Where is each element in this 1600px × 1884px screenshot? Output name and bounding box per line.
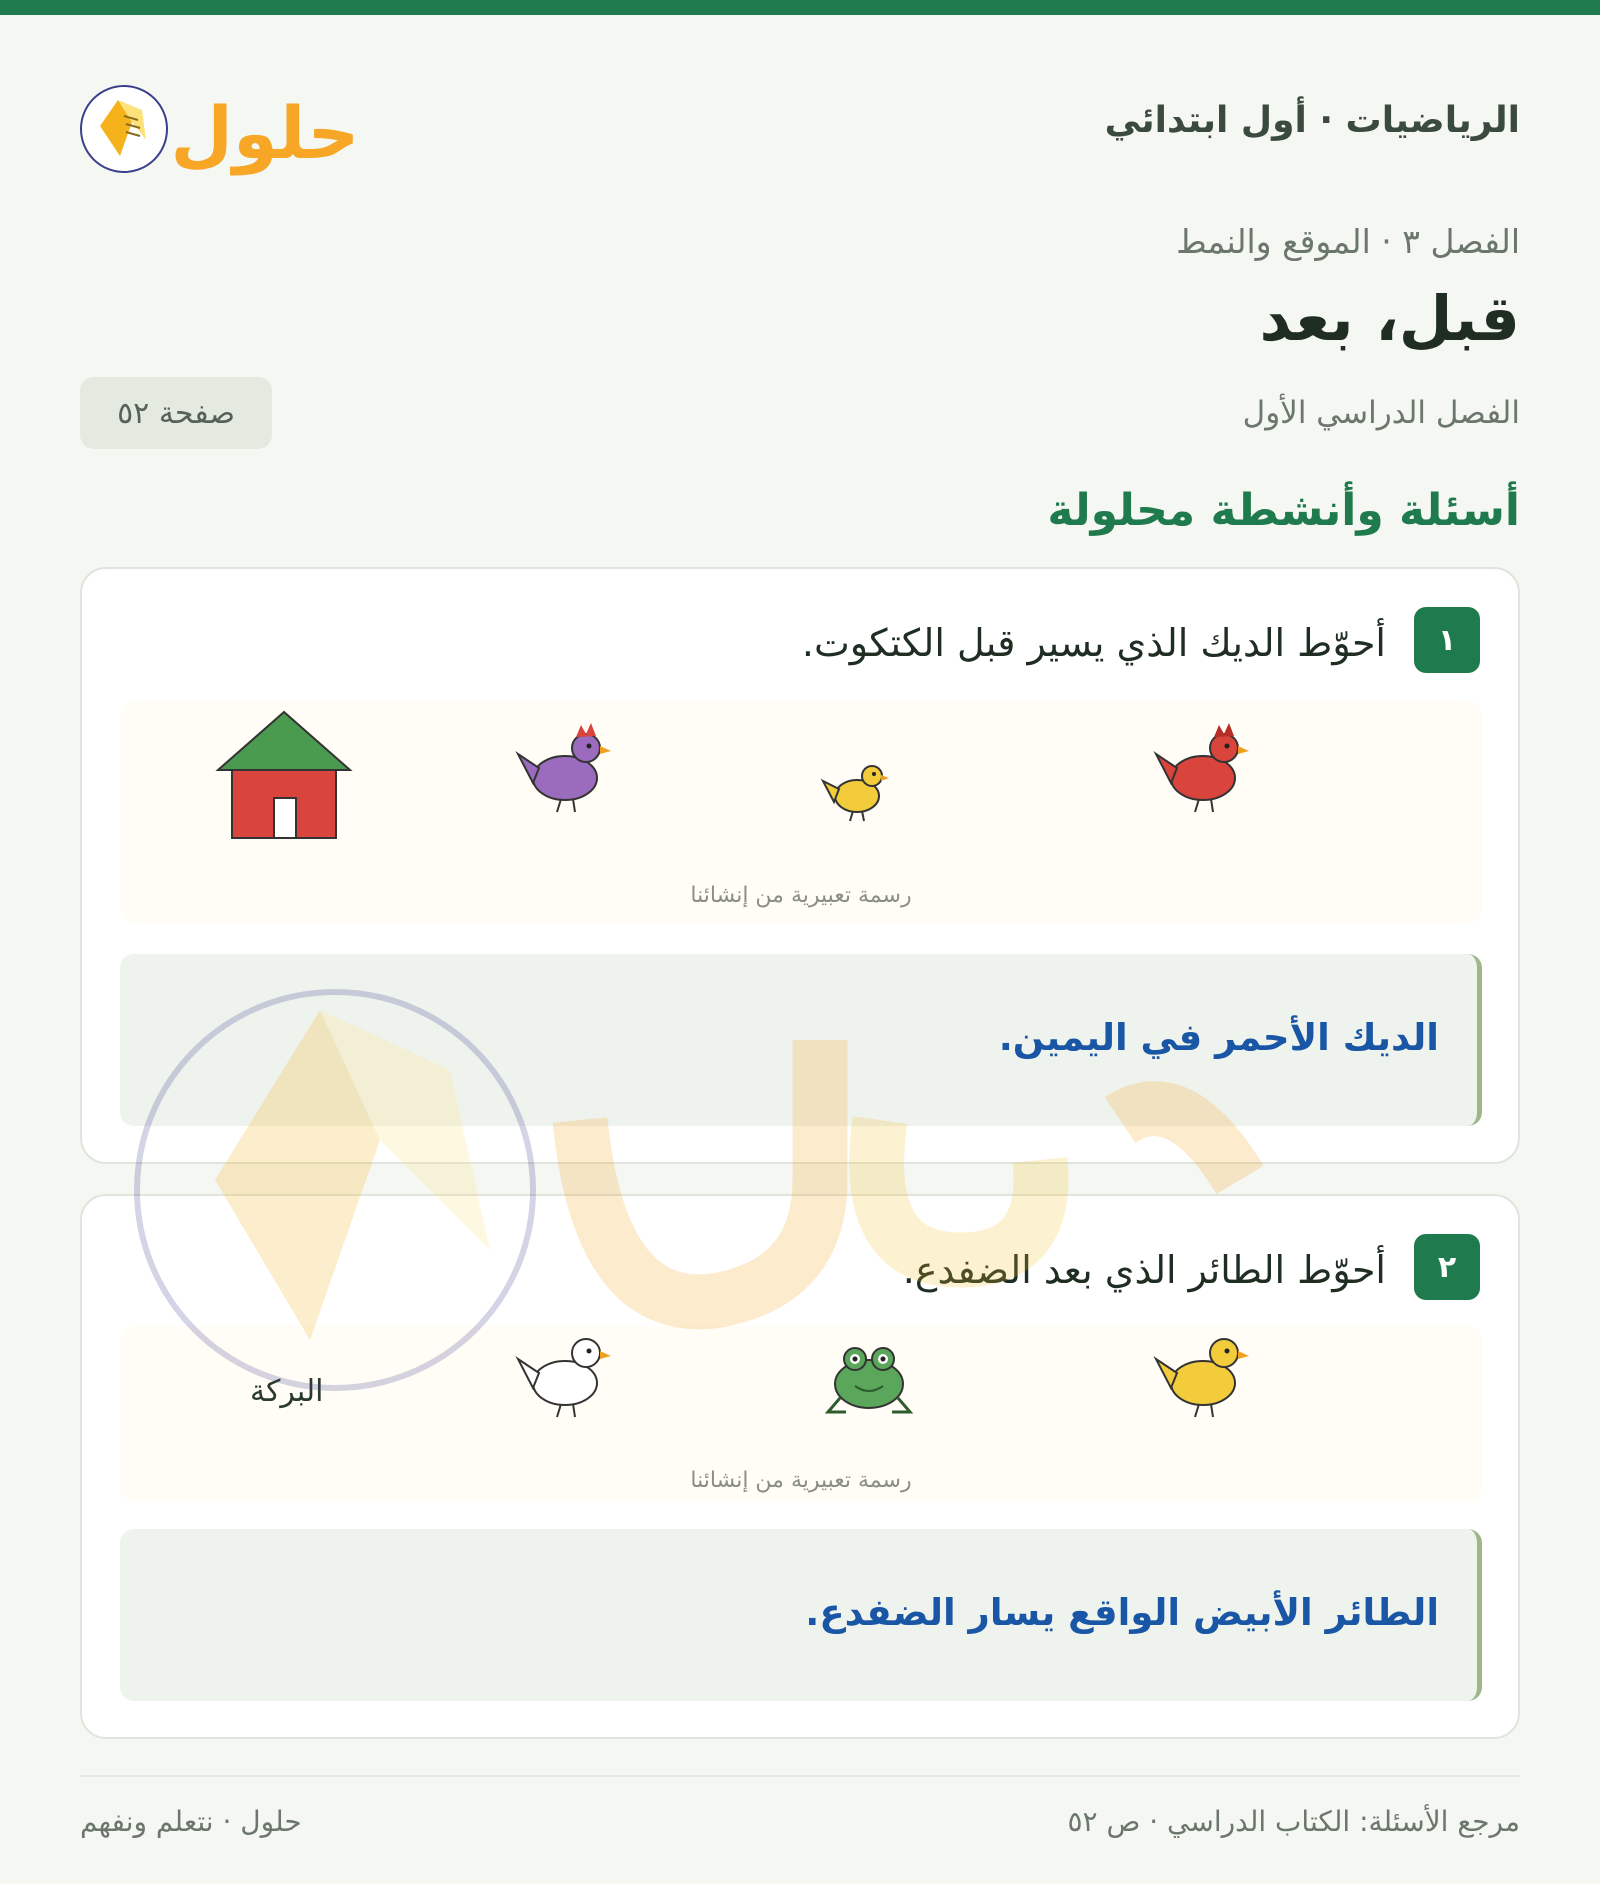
- chick-icon: [823, 766, 889, 821]
- term-label: الفصل الدراسي الأول: [1242, 395, 1520, 431]
- hulul-logo[interactable]: [80, 60, 380, 185]
- yellow-duck-icon: [1156, 1339, 1249, 1417]
- question-figure: [120, 701, 1482, 923]
- subject-grade: الرياضيات · أول ابتدائي: [1104, 100, 1520, 141]
- house-icon: [218, 712, 350, 838]
- question-text: أحوّط الطائر الذي بعد الضفدع.: [902, 1248, 1386, 1292]
- red-rooster-icon: [1156, 723, 1249, 812]
- footer-reference: مرجع الأسئلة: الكتاب الدراسي · ص ٥٢: [1067, 1805, 1520, 1838]
- answer-box: [120, 954, 1482, 1126]
- question-card-2: [80, 1194, 1520, 1739]
- logo-text: حلول: [170, 91, 360, 175]
- top-accent-bar: [0, 0, 1600, 15]
- question-number: ١: [1414, 607, 1480, 673]
- frog-icon: [828, 1348, 910, 1412]
- white-bird-icon: [518, 1339, 611, 1417]
- footer-divider: [80, 1775, 1520, 1777]
- answer-text: الديك الأحمر في اليمين.: [998, 1016, 1439, 1059]
- question-text: أحوّط الديك الذي يسير قبل الكتكوت.: [801, 621, 1386, 665]
- chapter-label: الفصل ٣ · الموقع والنمط: [1176, 222, 1520, 261]
- figure-caption: رسمة تعبيرية من إنشائنا: [690, 1468, 912, 1493]
- section-title: أسئلة وأنشطة محلولة: [1047, 485, 1520, 536]
- question-number: ٢: [1414, 1234, 1480, 1300]
- question-figure: [120, 1326, 1482, 1502]
- figure-caption: رسمة تعبيرية من إنشائنا: [690, 883, 912, 908]
- footer-brand: حلول · نتعلم ونفهم: [80, 1805, 302, 1838]
- page-number-badge: صفحة ٥٢: [80, 377, 272, 449]
- page-header: [80, 60, 1520, 185]
- pond-label: البركة: [250, 1374, 324, 1409]
- purple-rooster-icon: [518, 723, 611, 812]
- answer-box: [120, 1529, 1482, 1701]
- answer-text: الطائر الأبيض الواقع يسار الضفدع.: [805, 1591, 1439, 1634]
- lesson-title: قبل، بعد: [1259, 282, 1520, 355]
- question-card-1: [80, 567, 1520, 1164]
